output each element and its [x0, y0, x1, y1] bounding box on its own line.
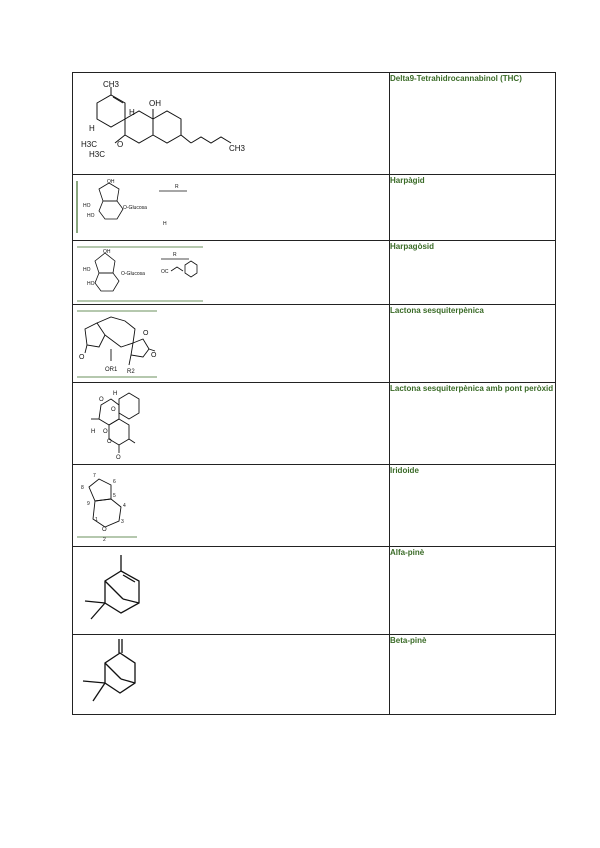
lactone-structure	[73, 305, 389, 383]
name-cell	[390, 383, 556, 465]
iridoid-structure	[73, 465, 389, 547]
label-h: H	[89, 124, 95, 133]
name-cell	[390, 241, 556, 305]
label-r: R	[175, 184, 179, 190]
label-h: H	[129, 108, 135, 117]
beta-pinene-structure	[73, 635, 389, 715]
label-ho: HO	[83, 267, 91, 273]
name-cell	[390, 547, 556, 635]
label-o: O	[151, 352, 157, 359]
alpha-pinene-structure	[73, 547, 389, 635]
label-o: O	[79, 354, 85, 361]
table-row	[73, 547, 556, 635]
label-locant: 5	[113, 493, 116, 499]
harpagosid-structure	[73, 241, 389, 305]
compound-name: Lactona sesquiterpènica	[390, 306, 484, 315]
label-h3c: H3C	[81, 140, 98, 149]
label-oh: OH	[149, 99, 161, 108]
compound-name: Alfa-pinè	[390, 548, 425, 557]
table-row	[73, 635, 556, 715]
compound-name: Iridoide	[390, 466, 419, 475]
compound-name: Lactona sesquiterpènica amb pont peròxid	[390, 384, 554, 393]
artemisinin-structure	[73, 383, 389, 465]
label-o: O	[143, 330, 149, 337]
label-r-value: H	[163, 221, 167, 227]
name-cell	[390, 73, 556, 175]
label-locant: 7	[93, 473, 96, 479]
label-ch3: CH3	[103, 80, 120, 89]
label-o: O	[117, 140, 124, 149]
label-o: O	[102, 527, 107, 533]
label-locant: 9	[87, 501, 90, 507]
structure-cell	[73, 383, 390, 465]
label-r-value: OC	[161, 269, 169, 275]
thc-structure	[73, 73, 389, 175]
label-ho: HO	[87, 281, 95, 287]
label-glucosa: O-Glucosa	[121, 271, 145, 277]
label-o: O	[116, 455, 121, 461]
name-cell	[390, 635, 556, 715]
label-ho: HO	[87, 213, 95, 219]
label-oh: OH	[103, 249, 111, 255]
label-glucosa: O-Glucosa	[123, 205, 147, 211]
label-oh: OH	[107, 179, 115, 185]
label-ch3: CH3	[229, 144, 246, 153]
label-ho: HO	[83, 203, 91, 209]
structure-cell	[73, 635, 390, 715]
table-row	[73, 73, 556, 175]
name-cell	[390, 465, 556, 547]
table-row	[73, 465, 556, 547]
compound-name: Harpagòsid	[390, 242, 435, 251]
structure-cell	[73, 305, 390, 383]
harpagid-structure	[73, 175, 389, 241]
label-r2: R2	[127, 369, 135, 375]
label-o: O	[107, 439, 112, 445]
structure-cell	[73, 465, 390, 547]
structure-cell	[73, 547, 390, 635]
label-locant: 4	[123, 503, 126, 509]
label-h: H	[113, 391, 118, 397]
table-row	[73, 175, 556, 241]
label-h: H	[91, 429, 96, 435]
structure-cell	[73, 175, 390, 241]
compounds-table	[72, 72, 556, 715]
label-h3c: H3C	[89, 150, 106, 159]
structure-cell	[73, 73, 390, 175]
table-row	[73, 241, 556, 305]
label-locant: 8	[81, 485, 84, 491]
table-row	[73, 305, 556, 383]
compound-name: Delta9-Tetrahidrocannabinol (THC)	[390, 74, 522, 83]
label-r: R	[173, 252, 177, 258]
label-locant: 6	[113, 479, 116, 485]
label-locant: 3	[121, 519, 124, 525]
label-or1: OR1	[105, 367, 118, 373]
structure-cell	[73, 241, 390, 305]
compound-name: Harpàgid	[390, 176, 425, 185]
table-row	[73, 383, 556, 465]
compound-name: Beta-pinè	[390, 636, 427, 645]
label-o: O	[103, 429, 108, 435]
label-o: O	[99, 397, 104, 403]
name-cell	[390, 175, 556, 241]
label-locant: 1	[95, 517, 98, 523]
label-locant: 2	[103, 537, 106, 543]
name-cell	[390, 305, 556, 383]
label-o: O	[111, 407, 116, 413]
